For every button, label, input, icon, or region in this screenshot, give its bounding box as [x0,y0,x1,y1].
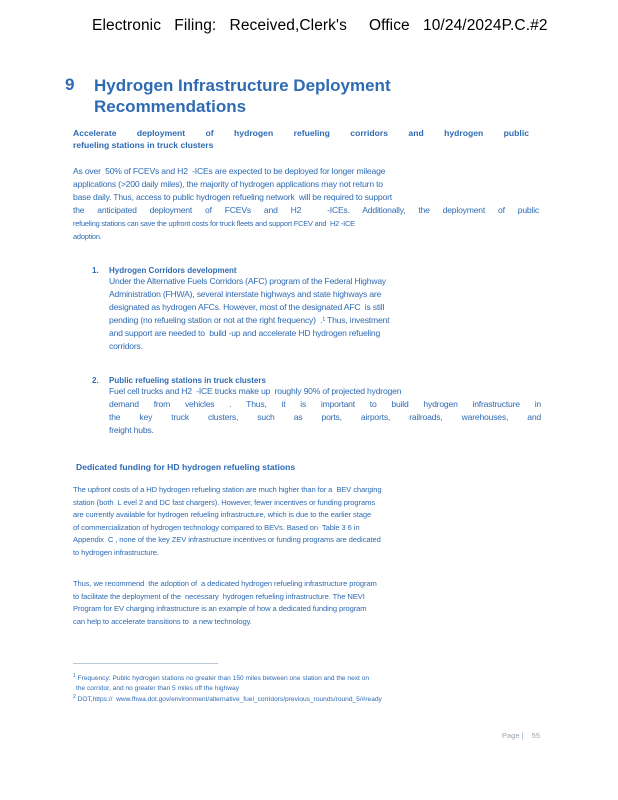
list-item-line: Fuel cell trucks and H2 -ICE trucks make up roughly 90% of projected hydrogen [109,386,402,396]
list-item-line: designated as hydrogen AFCs. However, most of the designated AFC is still [109,302,385,312]
footnote-separator [73,663,218,664]
section-title-line: Recommendations [94,97,247,116]
list-item-line: demand from vehicles . Thus, it is important to build hydrogen infrastructure in [109,399,541,409]
paragraph-line: applications (>200 daily miles), the majority of hydrogen applications may not return to [73,179,383,189]
paragraph-line: of commercialization of hydrogen technology compared to BEVs. Based on Table 3 6 in [73,522,360,532]
page-label: Page | [502,731,524,740]
paragraph-line: As over 50% of FCEVs and H2 -ICEs are expected to be deployed for longer mileage [73,166,386,176]
section-title-line: Hydrogen Infrastructure Deployment [94,76,391,95]
paragraph-line: adoption. [73,232,102,241]
footnote-line [73,671,543,684]
list-item-body [109,275,541,353]
footnote-mark: 2 [73,694,76,700]
body-paragraph [73,578,543,628]
section-title [94,75,391,117]
paragraph-line: Appendix C , none of the key ZEV infrastructure incentives or funding programs are dedicated [73,535,381,544]
paragraph-line: base daily. Thus, access to public hydrogen refueling network will be required to support [73,192,392,202]
filing-stamp-header: Electronic Filing: Received,Clerk's Office 10/24/2024P.C.#2 [92,17,548,34]
footnote-mark: 1 [73,673,76,679]
footnote-link[interactable]: DOT,https:// www.fhwa.dot.gov/environment/alternative_fuel_corridors/previous_rounds/round_5/#ready [77,696,382,704]
list-item-line: corridors. [109,341,143,351]
body-paragraph [73,484,543,559]
list-item-number: 2. [92,376,99,385]
list-item-line: and support are needed to build -up and accelerate HD hydrogen refueling [109,328,381,338]
paragraph-line: can help to accelerate transitions to a new technology. [73,616,252,626]
list-item-heading: Public refueling stations in truck clusters [109,376,266,385]
paragraph-line: station (both L evel 2 and DC fast chargers). However, fewer incentives or funding programs [73,497,376,507]
list-item-heading: Hydrogen Corridors development [109,266,237,275]
paragraph-line: The upfront costs of a HD hydrogen refueling station are much higher than for a BEV charging [73,485,382,494]
list-item-line: Under the Alternative Fuels Corridors (AFC) program of the Federal Highway [109,276,387,286]
list-item [109,266,541,353]
subsection-heading [73,127,529,151]
footnote-line: the corridor, and no greater than 5 miles off the highway [76,685,239,693]
subsection-heading: Dedicated funding for HD hydrogen refueling stations [76,462,296,472]
page-footer [502,731,540,740]
paragraph-line: refueling stations can save the upfront costs for truck fleets and support FCEV and H2 -ICE [73,219,355,228]
paragraph-line: the anticipated deployment of FCEVs and H2 -ICEs. Additionally, the deployment of public [73,205,539,215]
footnote-line [73,692,543,705]
footnote [73,692,543,705]
body-paragraph [73,165,539,243]
list-item-line: freight hubs. [109,425,154,435]
paragraph-line: Thus, we recommend the adoption of a dedicated hydrogen refueling infrastructure program [73,579,377,588]
footnote-text: Frequency: Public hydrogen stations no greater than 150 miles between one station and the next on [77,675,370,683]
subsection-heading-line: Accelerate deployment of hydrogen refueling corridors and hydrogen public [73,128,529,138]
list-item-line: pending (no refueling station or not at the right frequency) .¹ Thus, investment [109,315,390,325]
page-number: 55 [531,731,540,740]
paragraph-line: to facilitate the deployment of the necessary hydrogen refueling infrastructure. The NEVI [73,591,365,601]
section-number: 9 [65,75,75,94]
list-item-line: the key truck clusters, such as ports, airports, railroads, warehouses, and [109,412,541,422]
paragraph-line: to hydrogen infrastructure. [73,547,159,557]
paragraph-line: Program for EV charging infrastructure is an example of how a dedicated funding program [73,604,367,613]
list-item-number: 1. [92,266,99,275]
list-item-body [109,385,541,437]
list-item-line: Administration (FHWA), several interstate highways and state highways are [109,289,382,299]
subsection-heading-line: refueling stations in truck clusters [73,140,214,150]
footnote [73,671,543,694]
list-item [109,376,541,437]
paragraph-line: are currently available for hydrogen refueling infrastructure, which is due to the earlier stage [73,510,372,519]
